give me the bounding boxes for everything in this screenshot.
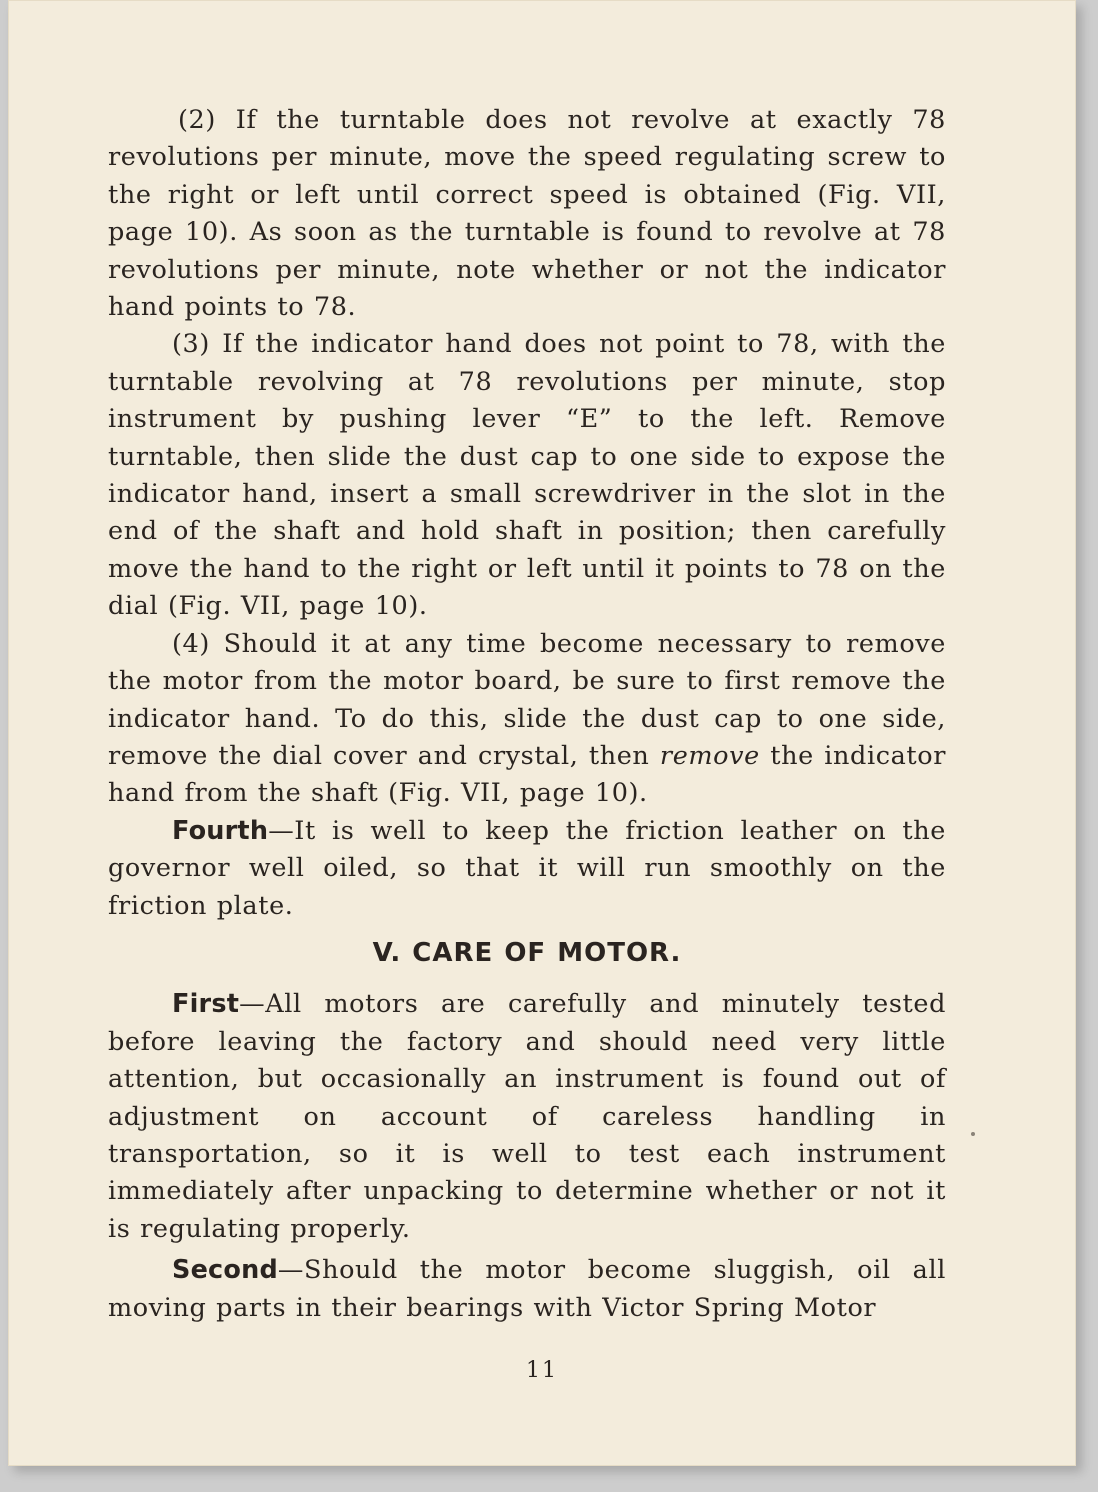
paragraph-second	[108, 1252, 946, 1327]
paragraph-second-text: —Should the motor become sluggish, oil all moving parts in their bearings with Victor Spring Motor	[108, 1255, 946, 1323]
paragraph-fourth-text: —It is well to keep the friction leather on the governor well oiled, so that it will run smoothly on the friction plate.	[108, 815, 946, 921]
runin-fourth: Fourth	[172, 815, 269, 846]
paragraph-first	[108, 986, 946, 1248]
paper-speck	[971, 1132, 975, 1136]
paragraph-fourth	[108, 813, 946, 925]
page-body	[108, 102, 946, 1327]
paragraph-first-text: —All motors are carefully and minutely tested before leaving the factory and should need very little attention, but occasionally an instrument is found out of adjustment on account of careless handling in transportation, so it is well to test each instrument immediately after unpacking to determine whether or not it is regulating properly.	[108, 989, 946, 1244]
paragraph-step-4-text-before: (4) Should it at any time become necessary to remove the motor from the motor board, be sure to first remove the indicator hand. To do this, slide the dust cap to one side, remove the dial cover and crystal, then	[108, 628, 946, 771]
paragraph-step-3: (3) If the indicator hand does not point to 78, with the turntable revolving at 78 revolutions per minute, stop instrument by pushing lever “E” to the left. Remove turntable, then slide the dust cap to one side to expose the indicator hand, insert a small screwdriver in the slot in the end of the shaft and hold shaft in position; then carefully move the hand to the right or left until it points to 78 on the dial (Fig. VII, page 10).	[108, 329, 946, 622]
emphasis-remove: remove	[659, 740, 760, 771]
page-number: 11	[526, 1358, 558, 1383]
paragraph-step-4-text-after: the indicator hand from the shaft (Fig. VII, page 10).	[108, 740, 946, 809]
book-page	[8, 0, 1076, 1466]
paragraph-step-4	[108, 626, 946, 813]
runin-first: First	[172, 989, 240, 1020]
runin-second: Second	[172, 1255, 278, 1286]
paragraph-step-2: (2) If the turntable does not revolve at exactly 78 revolutions per minute, move the speed regulating screw to the right or left until correct speed is obtained (Fig. VII, page 10). As soon as the turntable is found to revolve at 78 revolutions per minute, note whether or not the indicator hand points to 78.	[108, 105, 946, 323]
section-heading: V. CARE OF MOTOR.	[372, 937, 682, 968]
